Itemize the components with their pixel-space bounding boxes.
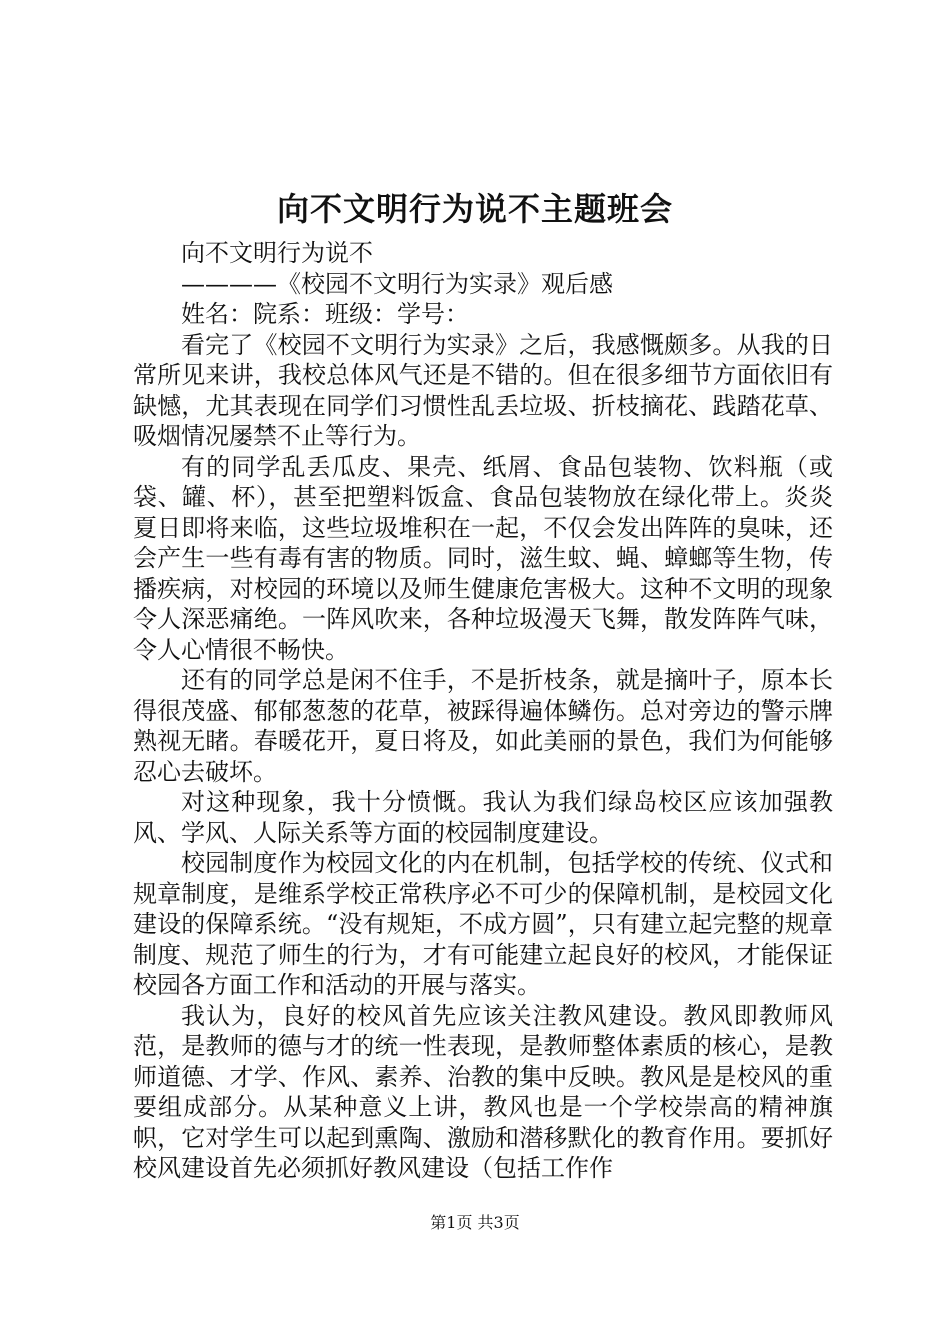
page-number-footer: 第1页 共3页 [430,1213,520,1232]
document-body [133,238,833,1184]
paragraph-2: 有的同学乱丢瓜皮、果壳、纸屑、食品包装物、饮料瓶（或袋、罐、杯），甚至把塑料饭盒、食品包装物放在绿化带上。炎炎夏日即将来临，这些垃圾堆积在一起，不仅会发出阵阵的臭味，还会产生一些有毒有害的物质。同时，滋生蚊、蝇、蟑螂等生物，传播疾病，对校园的环境以及师生健康危害极大。这种不文明的现象令人深恶痛绝。一阵风吹来，各种垃圾漫天飞舞，散发阵阵气味，令人心情很不畅快。 [133,452,833,664]
paragraph-4: 对这种现象，我十分愤慨。我认为我们绿岛校区应该加强教风、学风、人际关系等方面的校园制度建设。 [133,788,833,847]
paragraph-6: 我认为，良好的校风首先应该关注教风建设。教风即教师风范，是教师的德与才的统一性表现，是教师整体素质的核心，是教师道德、才学、作风、素养、治教的集中反映。教风是是校风的重要组成部分。从某种意义上讲，教风也是一个学校崇高的精神旗帜，它对学生可以起到熏陶、激励和潜移默化的教育作用。要抓好校风建设首先必须抓好教风建设（包括工作作 [133,1001,833,1182]
document-title: 向不文明行为说不主题班会 [276,190,673,228]
paragraph-3: 还有的同学总是闲不住手，不是折枝条，就是摘叶子，原本长得很茂盛、郁郁葱葱的花草，被踩得遍体鳞伤。总对旁边的警示牌熟视无睹。春暖花开，夏日将及，如此美丽的景色，我们为何能够忍心去破坏。 [133,666,833,786]
subtitle: 向不文明行为说不 [181,239,373,267]
paragraph-1: 看完了《校园不文明行为实录》之后，我感慨颇多。从我的日常所见来讲，我校总体风气还是不错的。但在很多细节方面依旧有缺憾，尤其表现在同学们习惯性乱丢垃圾、折枝摘花、践踏花草、吸烟情况屡禁不止等行为。 [133,330,833,450]
subtitle-line-2: ————《校园不文明行为实录》观后感 [181,269,613,298]
paragraph-5: 校园制度作为校园文化的内在机制，包括学校的传统、仪式和规章制度，是维系学校正常秩序必不可少的保障机制，是校园文化建设的保障系统。“没有规矩，不成方圆”，只有建立起完整的规章制度、规范了师生的行为，才有可能建立起良好的校风，才能保证校园各方面工作和活动的开展与落实。 [133,849,833,999]
info-line: 姓名：院系：班级：学号： [181,300,469,328]
